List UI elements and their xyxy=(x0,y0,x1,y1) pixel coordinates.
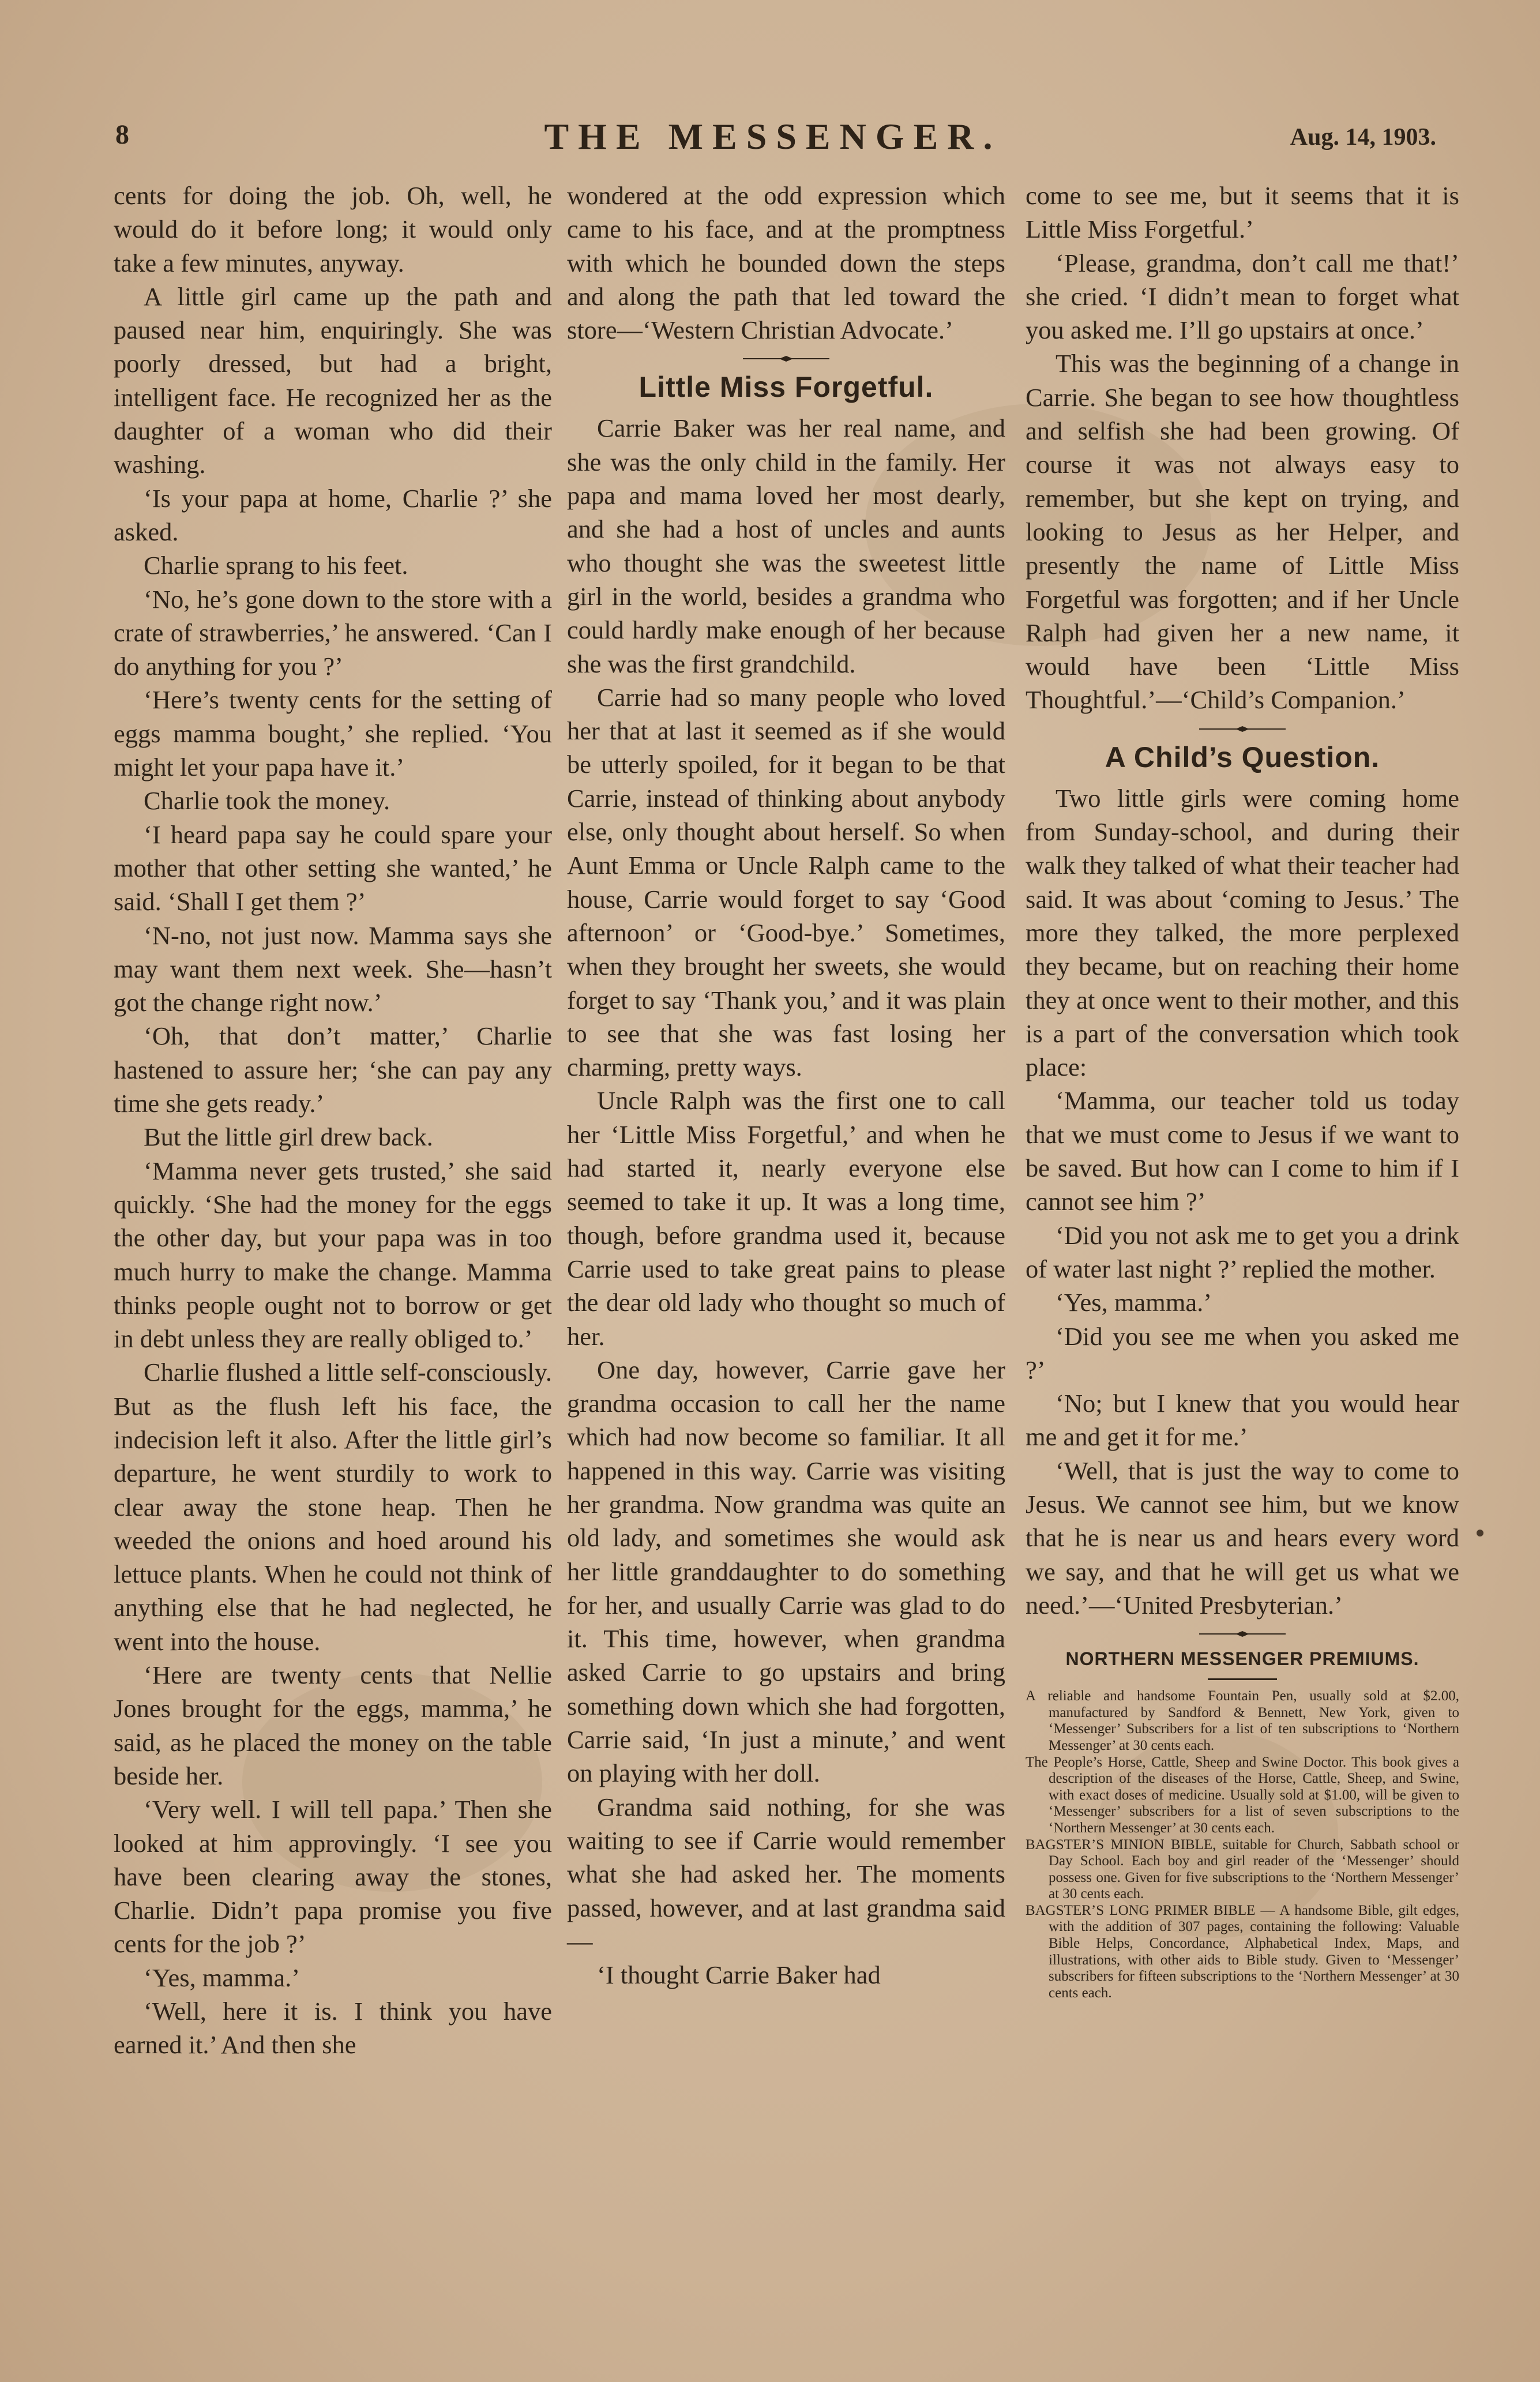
paragraph: Grandma said nothing, for she was waiting to see if Carrie would remember what she had asked her. The moments passed, however, and at last grandma said— xyxy=(567,1792,1005,1956)
paragraph: This was the beginning of a change in Carrie. She began to see how thoughtless and selfish she had been growing. Of course it was not always easy to remember, but she kept on trying, and looking to Jesus as her Helper, and presently the name of Little Miss Forgetful was forgotten; and if her Uncle Ralph had given her a new name, it would have been ‘Little Miss Thoughtful.’—‘Child’s Companion.’ xyxy=(1026,349,1459,715)
paragraph: Charlie flushed a little self-consciously. But as the flush left his face, the indecision left it also. After the little girl’s departure, he went sturdily to work to clear away the stone heap. Then he weeded the onions and hoed around his lettuce plants. When he could not think of anything else that he had neglected, he went into the house. xyxy=(114,1358,552,1656)
page-number: 8 xyxy=(115,119,129,150)
paragraph: wondered at the odd expression which came to his face, and at the promptness with which he bounded down the steps and along the path that led toward the store—‘Western Christian Advocate.’ xyxy=(567,181,1005,345)
paragraph: Uncle Ralph was the first one to call her ‘Little Miss Forgetful,’ and when he had started it, nearly everyone else seemed to take it up. It was a long time, though, before grandma used it, because Carrie used to take great pains to please the dear old lady who thought so much of her. xyxy=(567,1086,1005,1351)
issue-date: Aug. 14, 1903. xyxy=(1290,124,1436,151)
paragraph: ‘Well, that is just the way to come to Jesus. We cannot see him, but we know that he is near us and hears every word we say, and that he will get us what we need.’—‘United Presbyterian.’ xyxy=(1026,1456,1459,1620)
column-2 xyxy=(567,179,1005,1992)
paragraph: Carrie Baker was her real name, and she was the only child in the family. Her papa and mama loved her most dearly, and she had a host of uncles and aunts who thought she was the sweetest little girl in the world, besides a grandma who could hardly make enough of her because she was the first grandchild. xyxy=(567,414,1005,678)
paragraph: ‘Did you not ask me to get you a drink of water last night ?’ replied the mother. xyxy=(1026,1220,1459,1283)
paragraph: A little girl came up the path and paused near him, enquiringly. She was poorly dressed, but had a bright, intelligent face. He recognized her as the daughter of a woman who did their washing. xyxy=(114,281,552,479)
paragraph: ‘Well, here it is. I think you have earned it.’ And then she xyxy=(114,1997,552,2060)
column-3 xyxy=(1026,179,1459,2001)
paragraph: But the little girl drew back. xyxy=(144,1122,433,1152)
paragraph: ‘N-no, not just now. Mamma says she may want them next week. She—hasn’t got the change right now.’ xyxy=(114,921,552,1017)
premiums-list xyxy=(1026,1688,1459,2001)
paragraph: ‘I thought Carrie Baker had xyxy=(597,1960,881,1990)
paragraph: ‘Oh, that don’t matter,’ Charlie hastened to assure her; ‘she can pay any time she gets ready.’ xyxy=(114,1021,552,1118)
paragraph: One day, however, Carrie gave her grandma occasion to call her the name which had now become so familiar. It all happened in this way. Carrie was visiting her grandma. Now grandma was quite an old lady, and sometimes she would ask her little granddaughter to do something for her, and usually Carrie was glad to do it. This time, however, when grandma asked Carrie to go upstairs and bring something down which she had forgotten, Carrie said, ‘In just a minute,’ and went on playing with her doll. xyxy=(567,1355,1005,1788)
paragraph: ‘Did you see me when you asked me ?’ xyxy=(1026,1321,1459,1384)
section-divider xyxy=(743,355,829,363)
paragraph: ‘Is your papa at home, Charlie ?’ she asked. xyxy=(114,483,552,546)
page-header xyxy=(110,115,1436,156)
paragraph: ‘Mamma, our teacher told us today that we must come to Jesus if we want to be saved. But how can I come to him if I cannot see him ?’ xyxy=(1026,1086,1459,1216)
heading-rule xyxy=(1208,1678,1277,1680)
column-1 xyxy=(114,179,552,2062)
section-divider xyxy=(1199,1630,1286,1638)
paragraph: cents for doing the job. Oh, well, he would do it before long; it would only take a few minutes, anyway. xyxy=(114,181,552,277)
paragraph: ‘Very well. I will tell papa.’ Then she looked at him approvingly. ‘I see you have been clearing away the stones, Charlie. Didn’t papa promise you five cents for the job ?’ xyxy=(114,1795,552,1959)
paragraph: ‘I heard papa say he could spare your mother that other setting she wanted,’ he said. ‘Shall I get them ?’ xyxy=(114,820,552,916)
paragraph: come to see me, but it seems that it is Little Miss Forgetful.’ xyxy=(1026,181,1459,244)
masthead-title: THE MESSENGER. xyxy=(544,116,1002,157)
paragraph: ‘Here’s twenty cents for the setting of eggs mamma bought,’ she replied. ‘You might let your papa have it.’ xyxy=(114,685,552,782)
paragraph: ‘No; but I knew that you would hear me and get it for me.’ xyxy=(1026,1389,1459,1452)
story-title: Little Miss Forgetful. xyxy=(638,371,934,404)
paragraph: ‘Yes, mamma.’ xyxy=(1056,1288,1212,1317)
paragraph: ‘No, he’s gone down to the store with a crate of strawberries,’ he answered. ‘Can I do anything for you ?’ xyxy=(114,584,552,681)
paragraph: ‘Please, grandma, don’t call me that!’ she cried. ‘I didn’t mean to forget what you asked me. I’ll go upstairs at once.’ xyxy=(1026,248,1459,345)
premium-item: BAGSTER’S MINION BIBLE, suitable for Church, Sabbath school or Day School. Each boy and girl reader of the ‘Messenger’ should possess one. Given for five subscriptions to the ‘Northern Messenger’ at 30 cents each. xyxy=(1026,1836,1459,1902)
premium-item: A reliable and handsome Fountain Pen, usually sold at $2.00, manufactured by Sandford & Bennett, New York, given to ‘Messenger’ Subscribers for a list of ten subscriptions to ‘Northern Messenger’ at 30 cents each. xyxy=(1026,1688,1459,1753)
paragraph: Carrie had so many people who loved her that at last it seemed as if she would be utterly spoiled, for it began to be that Carrie, instead of thinking about anybody else, only thought about herself. So when Aunt Emma or Uncle Ralph came to the house, Carrie would forget to say ‘Good afternoon’ or ‘Good-bye.’ Sometimes, when they brought her sweets, she would forget to say ‘Thank you,’ and it was plain to see that she was fast losing her charming, pretty ways. xyxy=(567,682,1005,1082)
story-title: A Child’s Question. xyxy=(1105,741,1380,773)
paragraph: ‘Mamma never gets trusted,’ she said quickly. ‘She had the money for the eggs the other day, but your papa was in too much hurry to make the change. Mamma thinks people ought not to borrow or get in debt unless they are really obliged to.’ xyxy=(114,1156,552,1354)
section-divider xyxy=(1199,725,1286,733)
paragraph: ‘Yes, mamma.’ xyxy=(144,1963,301,1992)
premium-item: BAGSTER’S LONG PRIMER BIBLE — A handsome Bible, gilt edges, with the addition of 307 pages, containing the following: Valuable Bible Helps, Concordance, Alphabetical Index, Maps, and illustrations, with other aids to Bible study. Given to ‘Messenger’ subscribers for fifteen subscriptions to the ‘Northern Messenger’ at 30 cents each. xyxy=(1026,1902,1459,2001)
premium-item: The People’s Horse, Cattle, Sheep and Swine Doctor. This book gives a description of the diseases of the Horse, Cattle, Sheep, and Swine, with exact doses of medicine. Usually sold at $1.00, will be given to ‘Messenger’ subscribers for a list of seven subscriptions to the ‘Northern Messenger’ at 30 cents each. xyxy=(1026,1754,1459,1836)
paragraph: ‘Here are twenty cents that Nellie Jones brought for the eggs, mamma,’ he said, as he placed the money on the table beside her. xyxy=(114,1660,552,1790)
paragraph: Charlie took the money. xyxy=(144,786,390,816)
premiums-heading: NORTHERN MESSENGER PREMIUMS. xyxy=(1065,1648,1419,1670)
ink-speck xyxy=(1477,1530,1483,1536)
paragraph: Charlie sprang to his feet. xyxy=(144,551,408,580)
paragraph: Two little girls were coming home from Sunday-school, and during their walk they talked of what their teacher had said. It was about ‘coming to Jesus.’ The more they talked, the more perplexed they became, but on reaching their home they at once went to their mother, and this is a part of the conversation which took place: xyxy=(1026,783,1459,1082)
